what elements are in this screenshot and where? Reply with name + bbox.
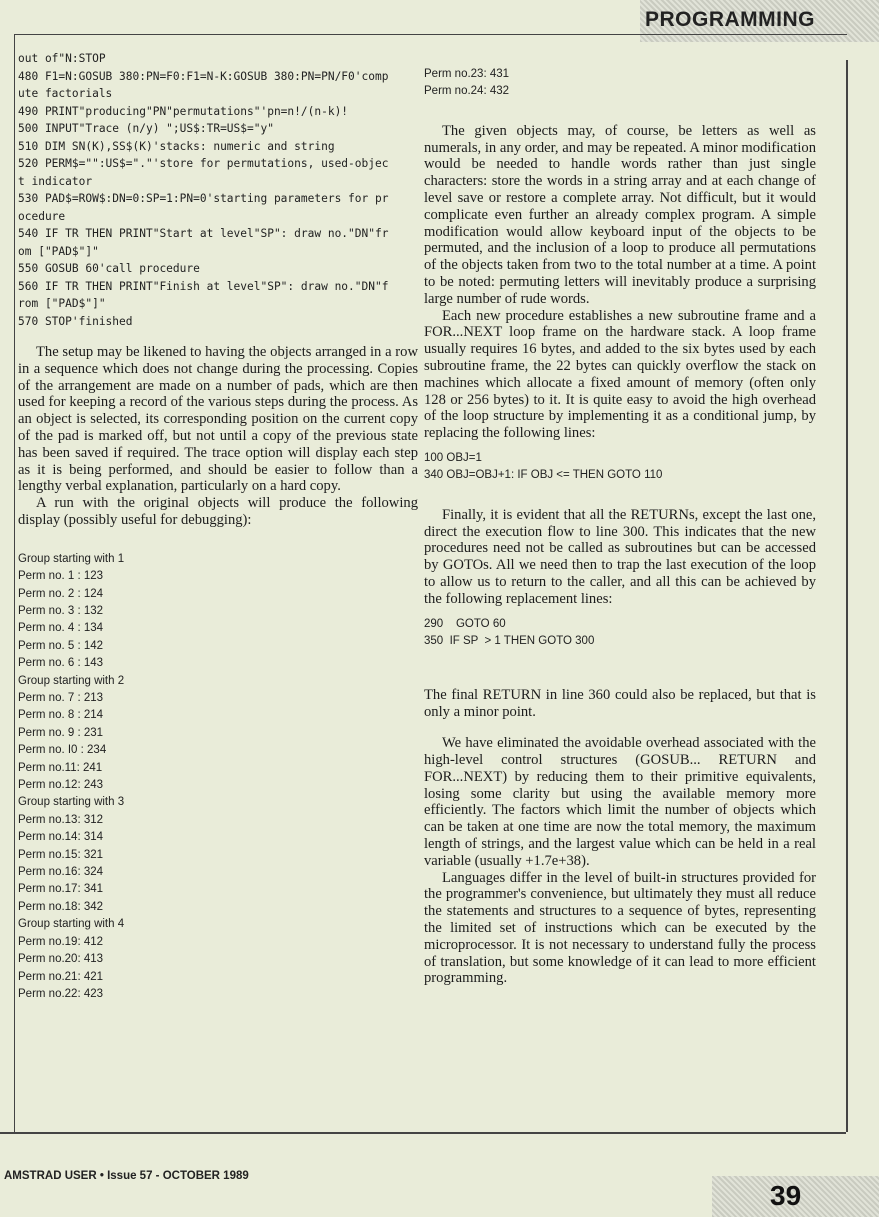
- code-line: out of"N:STOP: [18, 52, 106, 65]
- paragraph: Languages differ in the level of built-in structures provided for the programmer's convenience, but ultimately they must all reduce the statements and structures to a sequence of bytes, representing the limited set of instructions which can be executed by the microprocessor. It is not necessary to understand fully the process of translation, but some knowledge of it can lead to more efficient programming.: [424, 869, 816, 987]
- code-line: 350 IF SP > 1 THEN GOTO 300: [424, 634, 595, 647]
- listing-line: Perm no. 6 : 143: [18, 657, 104, 670]
- listing-line: Perm no.16: 324: [18, 866, 104, 879]
- replacement-code: [424, 616, 816, 651]
- listing-line: Perm no. 3 : 132: [18, 604, 104, 617]
- code-line: 570 STOP'finished: [18, 314, 133, 328]
- listing-line: Perm no.12: 243: [18, 779, 104, 792]
- permutation-listing: [18, 551, 418, 1004]
- code-line: 500 INPUT"Trace (n/y) ";US$:TR=US$="y": [18, 122, 274, 135]
- code-line: rom ["PAD$"]": [18, 297, 106, 310]
- code-line: 490 PRINT"producing"PN"permutations"'pn=n!/(n-k)!: [18, 104, 349, 118]
- listing-line: Perm no.11: 241: [18, 761, 103, 774]
- code-line: om ["PAD$"]": [18, 244, 99, 258]
- article-text: [424, 507, 816, 608]
- paragraph: Finally, it is evident that all the RETURNs, except the last one, direct the execution flow to line 300. This indicates that the new procedures need not be called as subroutines but can be accessed by GOTOs. All we need then to trap the last execution of the loop to allow us to return to the caller, and all this can be achieved by the following replacement lines:: [424, 506, 816, 607]
- footer-credit: [4, 1170, 249, 1182]
- listing-line: Perm no. 4 : 134: [18, 622, 104, 635]
- code-line: 550 GOSUB 60'call procedure: [18, 262, 200, 275]
- listing-line: Perm no. I0 : 234: [18, 744, 107, 757]
- listing-line: Group starting with 4: [18, 918, 125, 931]
- paragraph: The final RETURN in line 360 could also be replaced, but that is only a minor point.: [424, 686, 816, 720]
- right-column: [424, 66, 816, 987]
- listing-line: Perm no.20: 413: [18, 953, 104, 966]
- page-frame-right: [846, 60, 848, 1132]
- listing-line: Group starting with 3: [18, 796, 125, 809]
- code-line: ocedure: [18, 209, 66, 223]
- issue-info: Issue 57 - OCTOBER 1989: [107, 1170, 249, 1182]
- listing-line: Group starting with 2: [18, 674, 125, 687]
- paragraph: The setup may be likened to having the objects arranged in a row in a sequence which does not change during the processing. Copies of the arrangement are made on a number of pads, which are then used for keeping a record of the various steps during the process. As an object is selected, its corresponding position on the current copy of the pad is marked off, but not until a copy of the previous state has been saved if required. The trace option will display each step as it is being performed, and should be easier to follow than a lengthy verbal explanation, particularly on a hard copy.: [18, 344, 418, 495]
- code-listing: [18, 50, 418, 330]
- listing-line: Perm no.13: 312: [18, 813, 104, 826]
- permutation-listing-continued: [424, 66, 816, 101]
- listing-line: Perm no. 9 : 231: [18, 726, 104, 739]
- listing-line: Perm no.17: 341: [18, 883, 104, 896]
- listing-line: Perm no. 5 : 142: [18, 639, 104, 652]
- code-line: 340 OBJ=OBJ+1: IF OBJ <= THEN GOTO 110: [424, 469, 663, 482]
- code-line: 540 IF TR THEN PRINT"Start at level"SP": draw no."DN"fr: [18, 227, 389, 240]
- section-title: PROGRAMMING: [645, 8, 815, 31]
- listing-line: Perm no.19: 412: [18, 935, 104, 948]
- listing-line: Perm no.21: 421: [18, 970, 104, 983]
- listing-line: Perm no. 2 : 124: [18, 587, 104, 600]
- listing-line: Perm no.14: 314: [18, 831, 104, 844]
- listing-line: Perm no.15: 321: [18, 848, 104, 861]
- listing-line: Perm no. 8 : 214: [18, 709, 104, 722]
- paragraph: A run with the original objects will produce the following display (possibly useful for debugging):: [18, 495, 418, 528]
- code-line: t indicator: [18, 174, 93, 188]
- listing-line: Perm no.24: 432: [424, 85, 510, 98]
- listing-line: Perm no. 1 : 123: [18, 570, 104, 583]
- listing-line: Perm no. 7 : 213: [18, 692, 104, 705]
- article-text: [424, 123, 816, 442]
- code-line: 560 IF TR THEN PRINT"Finish at level"SP": draw no."DN"f: [18, 279, 389, 293]
- replacement-code: [424, 450, 816, 485]
- code-line: 510 DIM SN(K),SS$(K)'stacks: numeric and string: [18, 139, 335, 153]
- code-line: 290 GOTO 60: [424, 617, 506, 630]
- paragraph: Each new procedure establishes a new subroutine frame and a FOR...NEXT loop frame on the hardware stack. A loop frame usually requires 16 bytes, and added to the six bytes used by each subroutine frame, the 22 bytes can quickly overflow the stack on machines which allocate a fixed amount of memory (often only 128 or 256 bytes) to it. It is quite easy to avoid the high overhead of the loop structure by implementing it as a conditional jump, by replacing the following lines:: [424, 307, 816, 442]
- page-frame-bottom: [0, 1132, 846, 1134]
- listing-line: Perm no.23: 431: [424, 68, 510, 80]
- left-column: [18, 50, 418, 1003]
- paragraph: The given objects may, of course, be letters as well as numerals, in any order, and may be repeated. A minor modification would be needed to handle words rather than just single characters: store the words in a string array and at each change of level save or restore a complete array. Not difficult, but it would complicate even further an already complex program. A simple modification would allow keyboard input of the objects to be permuted, and the inclusion of a loop to produce all permutations of the objects taken from two to the total number at a time. A point to be noted: permuting letters will inevitably produce a surprising large number of rude words.: [424, 122, 816, 307]
- paragraph: We have eliminated the avoidable overhead associated with the high-level control structures (GOSUB... RETURN and FOR...NEXT) by reducing them to their primitive equivalents, losing some clarity but using the available memory more efficiently. The factors which limit the number of objects which can be taken at one time are now the total memory, the maximum length of strings, and the largest value which can be held in a real variable (usually +1.7e+38).: [424, 735, 816, 869]
- code-line: 100 OBJ=1: [424, 451, 482, 464]
- magazine-name: AMSTRAD USER: [4, 1170, 97, 1182]
- code-line: 480 F1=N:GOSUB 380:PN=F0:F1=N-K:GOSUB 380:PN=PN/F0'comp: [18, 69, 389, 83]
- footer-separator: •: [99, 1170, 104, 1182]
- listing-line: Perm no.18: 342: [18, 900, 104, 913]
- listing-line: Perm no.22: 423: [18, 987, 104, 1000]
- code-line: 520 PERM$="":US$="."'store for permutations, used-objec: [18, 157, 389, 170]
- article-text: [18, 344, 418, 529]
- article-text: [424, 687, 816, 987]
- code-line: 530 PAD$=ROW$:DN=0:SP=1:PN=0'starting parameters for pr: [18, 192, 389, 205]
- code-line: ute factorials: [18, 87, 113, 100]
- listing-line: Group starting with 1: [18, 552, 125, 565]
- page-number: 39: [770, 1180, 802, 1211]
